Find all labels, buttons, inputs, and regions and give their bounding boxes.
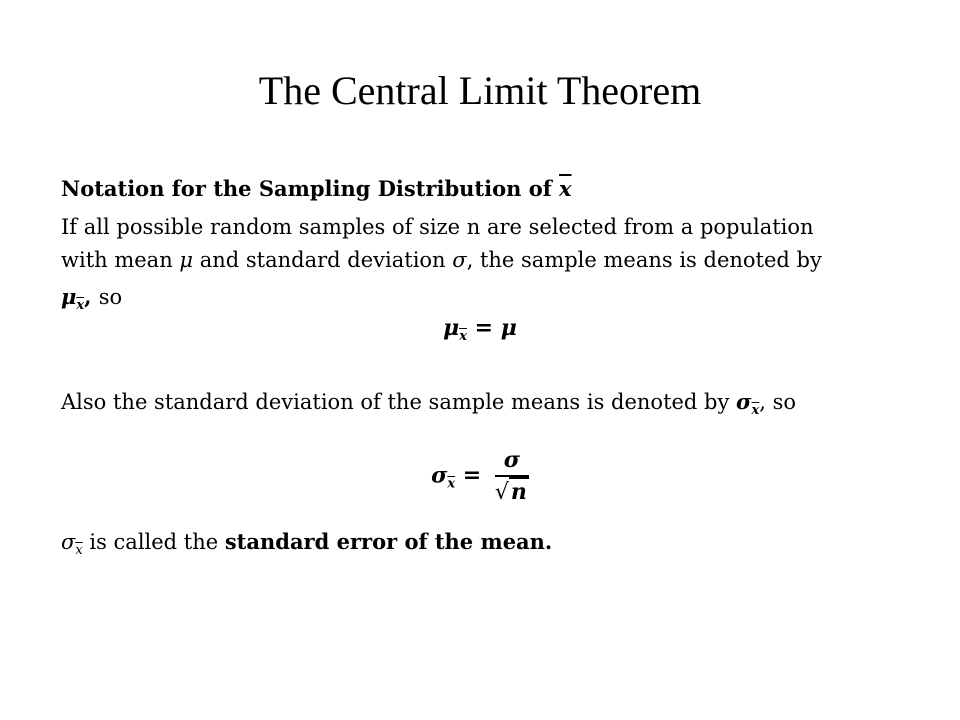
p1-text-so: so [98, 285, 123, 309]
p2-tail: , so [759, 390, 797, 414]
closing-bold-term: standard error of the mean. [224, 529, 553, 554]
equation-standard-error [0, 447, 960, 506]
closing-text: is called the [82, 530, 225, 554]
section-heading [61, 174, 572, 204]
mu-xbar-subscript: x [76, 298, 85, 313]
closing-sigma: σ [61, 530, 76, 554]
eq1-lhs-subscript: x [459, 329, 467, 344]
equation-mean [0, 313, 960, 352]
eq1-lhs: μ [443, 315, 460, 341]
eq2-operator: = [455, 462, 489, 489]
sigma-xbar-subscript: x [751, 403, 760, 418]
comma: , [84, 284, 99, 309]
closing-sentence [61, 527, 552, 566]
closing-sigma-subscript: x [75, 543, 83, 558]
p1-text-b: and standard deviation [193, 248, 453, 272]
paragraph1-line2 [61, 245, 822, 275]
paragraph1-line1: If all possible random samples of size n are selected from a population [61, 215, 814, 239]
sigma-xbar-symbol: σ [736, 389, 752, 414]
p1-text-c: , the sample means is denoted by [466, 248, 822, 272]
x-bar-symbol: $\overline{x}$ [559, 176, 572, 201]
sqrt-sign: √ [494, 480, 509, 505]
mu-symbol: μ [179, 248, 194, 272]
radicand: n [510, 479, 527, 505]
eq2-lhs-subscript: x [447, 476, 456, 492]
eq2-lhs: σ [431, 462, 448, 489]
eq1-rhs: μ [500, 315, 517, 341]
fraction-numerator: σ [495, 447, 529, 477]
p1-text-a: with mean [61, 248, 180, 272]
paragraph2 [61, 387, 796, 426]
mu-xbar-symbol: μ [61, 284, 77, 309]
slide-title: The Central Limit Theorem [258, 68, 702, 113]
heading-text: Notation for the Sampling Distribution of [61, 176, 560, 201]
eq1-operator: = [467, 315, 501, 341]
fraction-denominator [495, 477, 529, 506]
fraction [495, 447, 529, 506]
sigma-symbol: σ [452, 248, 467, 272]
p2-text: Also the standard deviation of the sample means is denoted by [61, 390, 737, 414]
